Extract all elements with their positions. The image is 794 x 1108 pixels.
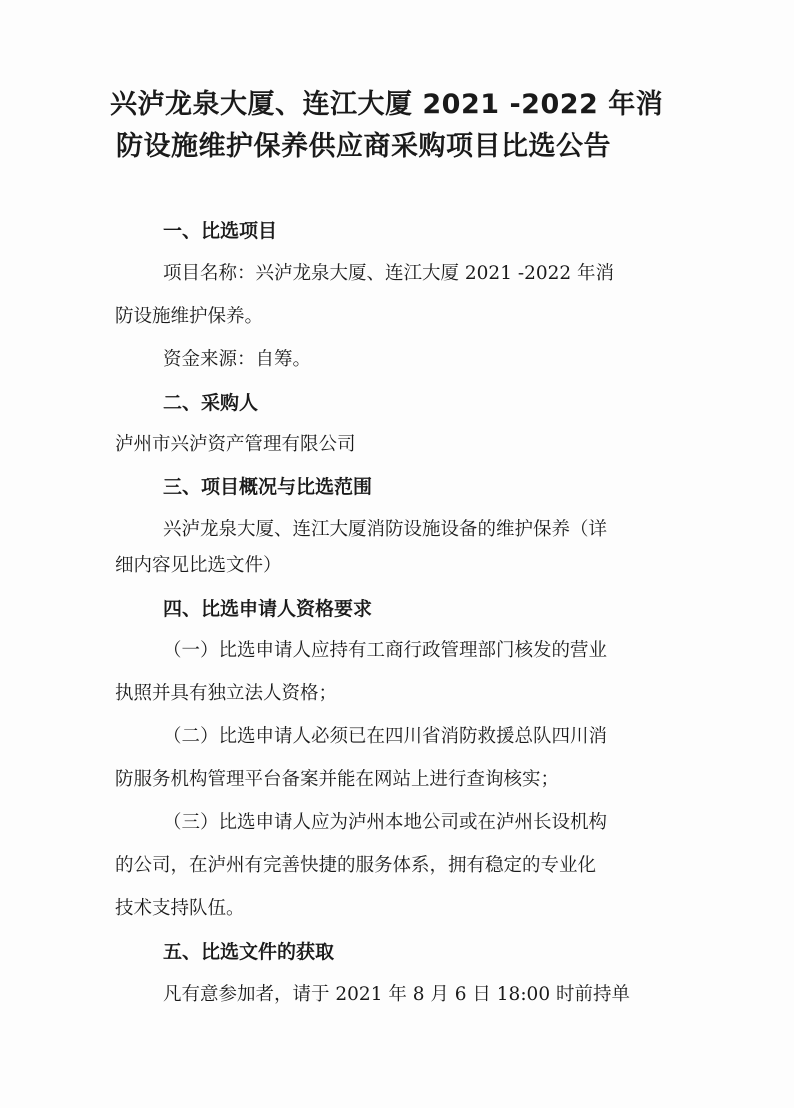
- funding-source: 资金来源：自筹。: [163, 349, 312, 370]
- section-5-heading: 五、比选文件的获取: [163, 941, 335, 963]
- section-1-heading: 一、比选项目: [163, 220, 278, 242]
- acquisition-text-line-1: 凡有意参加者，请于 2021 年 8 月 6 日 18:00 时前持单: [163, 984, 630, 1005]
- section-2-heading: 二、采购人: [163, 392, 259, 414]
- section-4-heading: 四、比选申请人资格要求: [163, 598, 373, 620]
- scope-line-1: 兴泸龙泉大厦、连江大厦消防设施设备的维护保养（详: [163, 519, 608, 540]
- section-3-heading: 三、项目概况与比选范围: [163, 476, 373, 498]
- document-title-line-1: 兴泸龙泉大厦、连江大厦 2021 -2022 年消: [110, 89, 664, 120]
- requirement-1-line-1: （一）比选申请人应持有工商行政管理部门核发的营业: [163, 640, 608, 661]
- requirement-2-line-1: （二）比选申请人必须已在四川省消防救援总队四川消: [163, 726, 608, 747]
- document-title-line-2: 防设施维护保养供应商采购项目比选公告: [116, 131, 611, 162]
- requirement-3-line-2: 的公司，在泸州有完善快捷的服务体系，拥有稳定的专业化: [115, 855, 597, 876]
- requirement-3-line-3: 技术支持队伍。: [115, 898, 245, 919]
- requirement-1-line-2: 执照并具有独立法人资格；: [115, 683, 338, 704]
- requirement-2-line-2: 防服务机构管理平台备案并能在网站上进行查询核实；: [115, 769, 560, 790]
- project-name-line-2: 防设施维护保养。: [115, 306, 264, 327]
- purchaser-name: 泸州市兴泸资产管理有限公司: [115, 434, 356, 455]
- project-name-line-1: 项目名称：兴泸龙泉大厦、连江大厦 2021 -2022 年消: [163, 263, 615, 284]
- scope-line-2: 细内容见比选文件）: [115, 555, 282, 576]
- requirement-3-line-1: （三）比选申请人应为泸州本地公司或在泸州长设机构: [163, 812, 608, 833]
